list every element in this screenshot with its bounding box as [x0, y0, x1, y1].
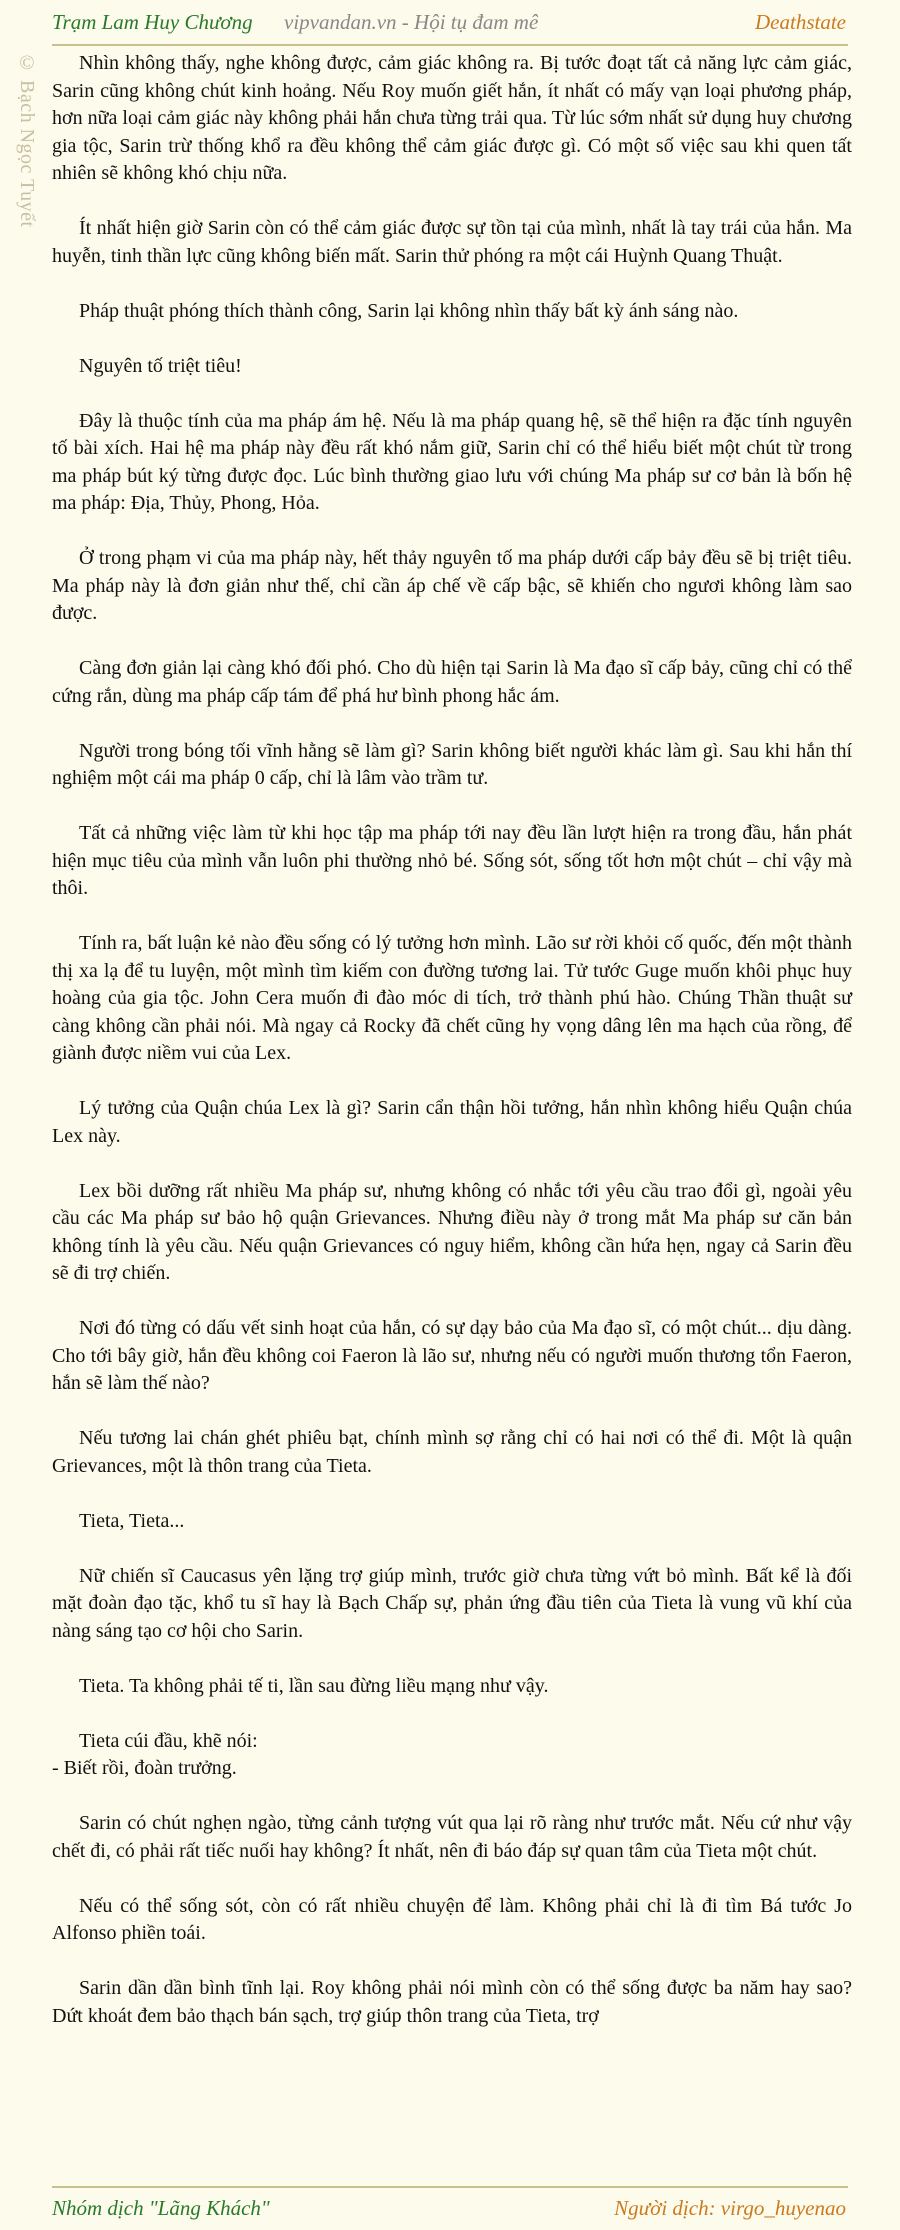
paragraph: Nếu có thể sống sót, còn có rất nhiều chuyện để làm. Không phải chỉ là đi tìm Bá tước Jo Alfonso phiền toái.: [52, 1894, 852, 1944]
site-subtitle: vipvandan.vn - Hội tụ đam mê: [284, 10, 539, 34]
paragraph: Lý tưởng của Quận chúa Lex là gì? Sarin cẩn thận hồi tưởng, hắn nhìn không hiểu Quận chúa Lex này.: [52, 1097, 852, 1147]
site-name: Trạm Lam Huy Chương: [52, 10, 253, 34]
paragraph: Tieta. Ta không phải tế ti, lần sau đừng liều mạng như vậy.: [79, 1674, 549, 1697]
paragraph: Pháp thuật phóng thích thành công, Sarin lại không nhìn thấy bất kỳ ánh sáng nào.: [79, 299, 739, 322]
translator-credit: Người dịch: virgo_huyenao: [614, 2196, 846, 2220]
chapter-text: [52, 50, 852, 2058]
paragraph: Nếu tương lai chán ghét phiêu bạt, chính mình sợ rằng chỉ có hai nơi có thể đi. Một là quận Grievances, một là thôn trang của Tieta.: [52, 1427, 852, 1477]
paragraph: Nơi đó từng có dấu vết sinh hoạt của hắn, có sự dạy bảo của Ma đạo sĩ, có một chút... dịu dàng. Cho tới bây giờ, hắn đều không coi Faeron là lão sư, nhưng nếu có người muốn thương tổn Faeron, hắn sẽ làm thế nào?: [52, 1317, 852, 1394]
paragraph: Đây là thuộc tính của ma pháp ám hệ. Nếu là ma pháp quang hệ, sẽ thể hiện ra đặc tính nguyên tố bài xích. Hai hệ ma pháp này đều rất khó nắm giữ, Sarin chỉ có thể hiểu biết một chút từ trong ma pháp bút ký từng được đọc. Lúc bình thường giao lưu với chúng Ma pháp sư cơ bản là bốn hệ ma pháp: Địa, Thủy, Phong, Hỏa.: [52, 409, 852, 514]
book-title: Deathstate: [755, 10, 846, 34]
translation-group: Nhóm dịch "Lãng Khách": [52, 2196, 270, 2220]
copyright-watermark: © Bạch Ngọc Tuyết: [16, 52, 38, 228]
dialogue-line: - Biết rồi, đoàn trưởng.: [52, 1757, 237, 1779]
paragraph: Tieta cúi đầu, khẽ nói:: [79, 1729, 258, 1752]
paragraph: Nữ chiến sĩ Caucasus yên lặng trợ giúp mình, trước giờ chưa từng vứt bỏ mình. Bất kể là đối mặt đoàn đạo tặc, khổ tu sĩ hay là Bạch Chấp sự, phản ứng đầu tiên của Tieta là vung vũ khí của nàng sáng tạo cơ hội cho Sarin.: [52, 1564, 852, 1642]
paragraph: Tieta, Tieta...: [79, 1509, 185, 1532]
paragraph: Tất cả những việc làm từ khi học tập ma pháp tới nay đều lần lượt hiện ra trong đầu, hắn phát hiện mục tiêu của mình vẫn luôn phi thường nhỏ bé. Sống sót, sống tốt hơn một chút – chỉ vậy mà thôi.: [52, 822, 852, 899]
paragraph: Sarin dần dần bình tĩnh lại. Roy không phải nói mình còn có thể sống được ba năm hay sao? Dứt khoát đem bảo thạch bán sạch, trợ giúp thôn trang của Tieta, trợ: [52, 1977, 852, 2027]
paragraph: Lex bồi dưỡng rất nhiều Ma pháp sư, nhưng không có nhắc tới yêu cầu trao đổi gì, ngoài yêu cầu các Ma pháp sư bảo hộ quận Grievances. Nhưng điều này ở trong mắt Ma pháp sư căn bản không tính là yêu cầu. Nếu quận Grievances có nguy hiểm, không cần hứa hẹn, ngay cả Sarin đều sẽ đi trợ chiến.: [52, 1179, 852, 1284]
paragraph: Sarin có chút nghẹn ngào, từng cảnh tượng vút qua lại rõ ràng như trước mắt. Nếu cứ như vậy chết đi, có phải rất tiếc nuối hay không? Ít nhất, nên đi báo đáp sự quan tâm của Tieta một chút.: [52, 1812, 852, 1862]
page-header: [52, 0, 848, 46]
paragraph: Nhìn không thấy, nghe không được, cảm giác không ra. Bị tước đoạt tất cả năng lực cảm giác, Sarin cũng không chút kinh hoảng. Nếu Roy muốn giết hắn, ít nhất có mấy vạn loại phương pháp, hơn nữa loại cảm giác này không phải hắn chưa từng trải qua. Từ lúc sớm nhất sử dụng huy chương gia tộc, Sarin trừ thống khổ ra đều không thể cảm giác được gì. Có một số việc sau khi quen tất nhiên sẽ không khó chịu nữa.: [52, 52, 852, 184]
paragraph: Tính ra, bất luận kẻ nào đều sống có lý tưởng hơn mình. Lão sư rời khỏi cố quốc, đến một thành thị xa lạ để tu luyện, một mình tìm kiếm con đường tương lai. Tử tước Guge muốn khôi phục huy hoàng của gia tộc. John Cera muốn đi đào móc di tích, trở thành phú hào. Chúng Thần thuật sư càng không cần phải nói. Mà ngay cả Rocky đã chết cũng hy vọng dâng lên ma hạch của rồng, để giành được niềm vui của Lex.: [52, 932, 852, 1064]
paragraph: Người trong bóng tối vĩnh hằng sẽ làm gì? Sarin không biết người khác làm gì. Sau khi hắn thí nghiệm một cái ma pháp 0 cấp, chỉ là lâm vào trầm tư.: [52, 739, 852, 789]
paragraph: Ít nhất hiện giờ Sarin còn có thể cảm giác được sự tồn tại của mình, nhất là tay trái của hắn. Ma huyễn, tinh thần lực cũng không biến mất. Sarin thử phóng ra một cái Huỳnh Quang Thuật.: [52, 217, 852, 267]
paragraph: Càng đơn giản lại càng khó đối phó. Cho dù hiện tại Sarin là Ma đạo sĩ cấp bảy, cũng chỉ có thể cứng rắn, dùng ma pháp cấp tám để phá hư bình phong hắc ám.: [52, 657, 852, 707]
paragraph: Ở trong phạm vi của ma pháp này, hết thảy nguyên tố ma pháp dưới cấp bảy đều sẽ bị triệt tiêu. Ma pháp này là đơn giản như thế, chỉ cần áp chế về cấp bậc, sẽ khiến cho ngươi không làm sao được.: [52, 547, 852, 624]
page-footer: [52, 2186, 848, 2228]
paragraph: Nguyên tố triệt tiêu!: [79, 354, 242, 377]
